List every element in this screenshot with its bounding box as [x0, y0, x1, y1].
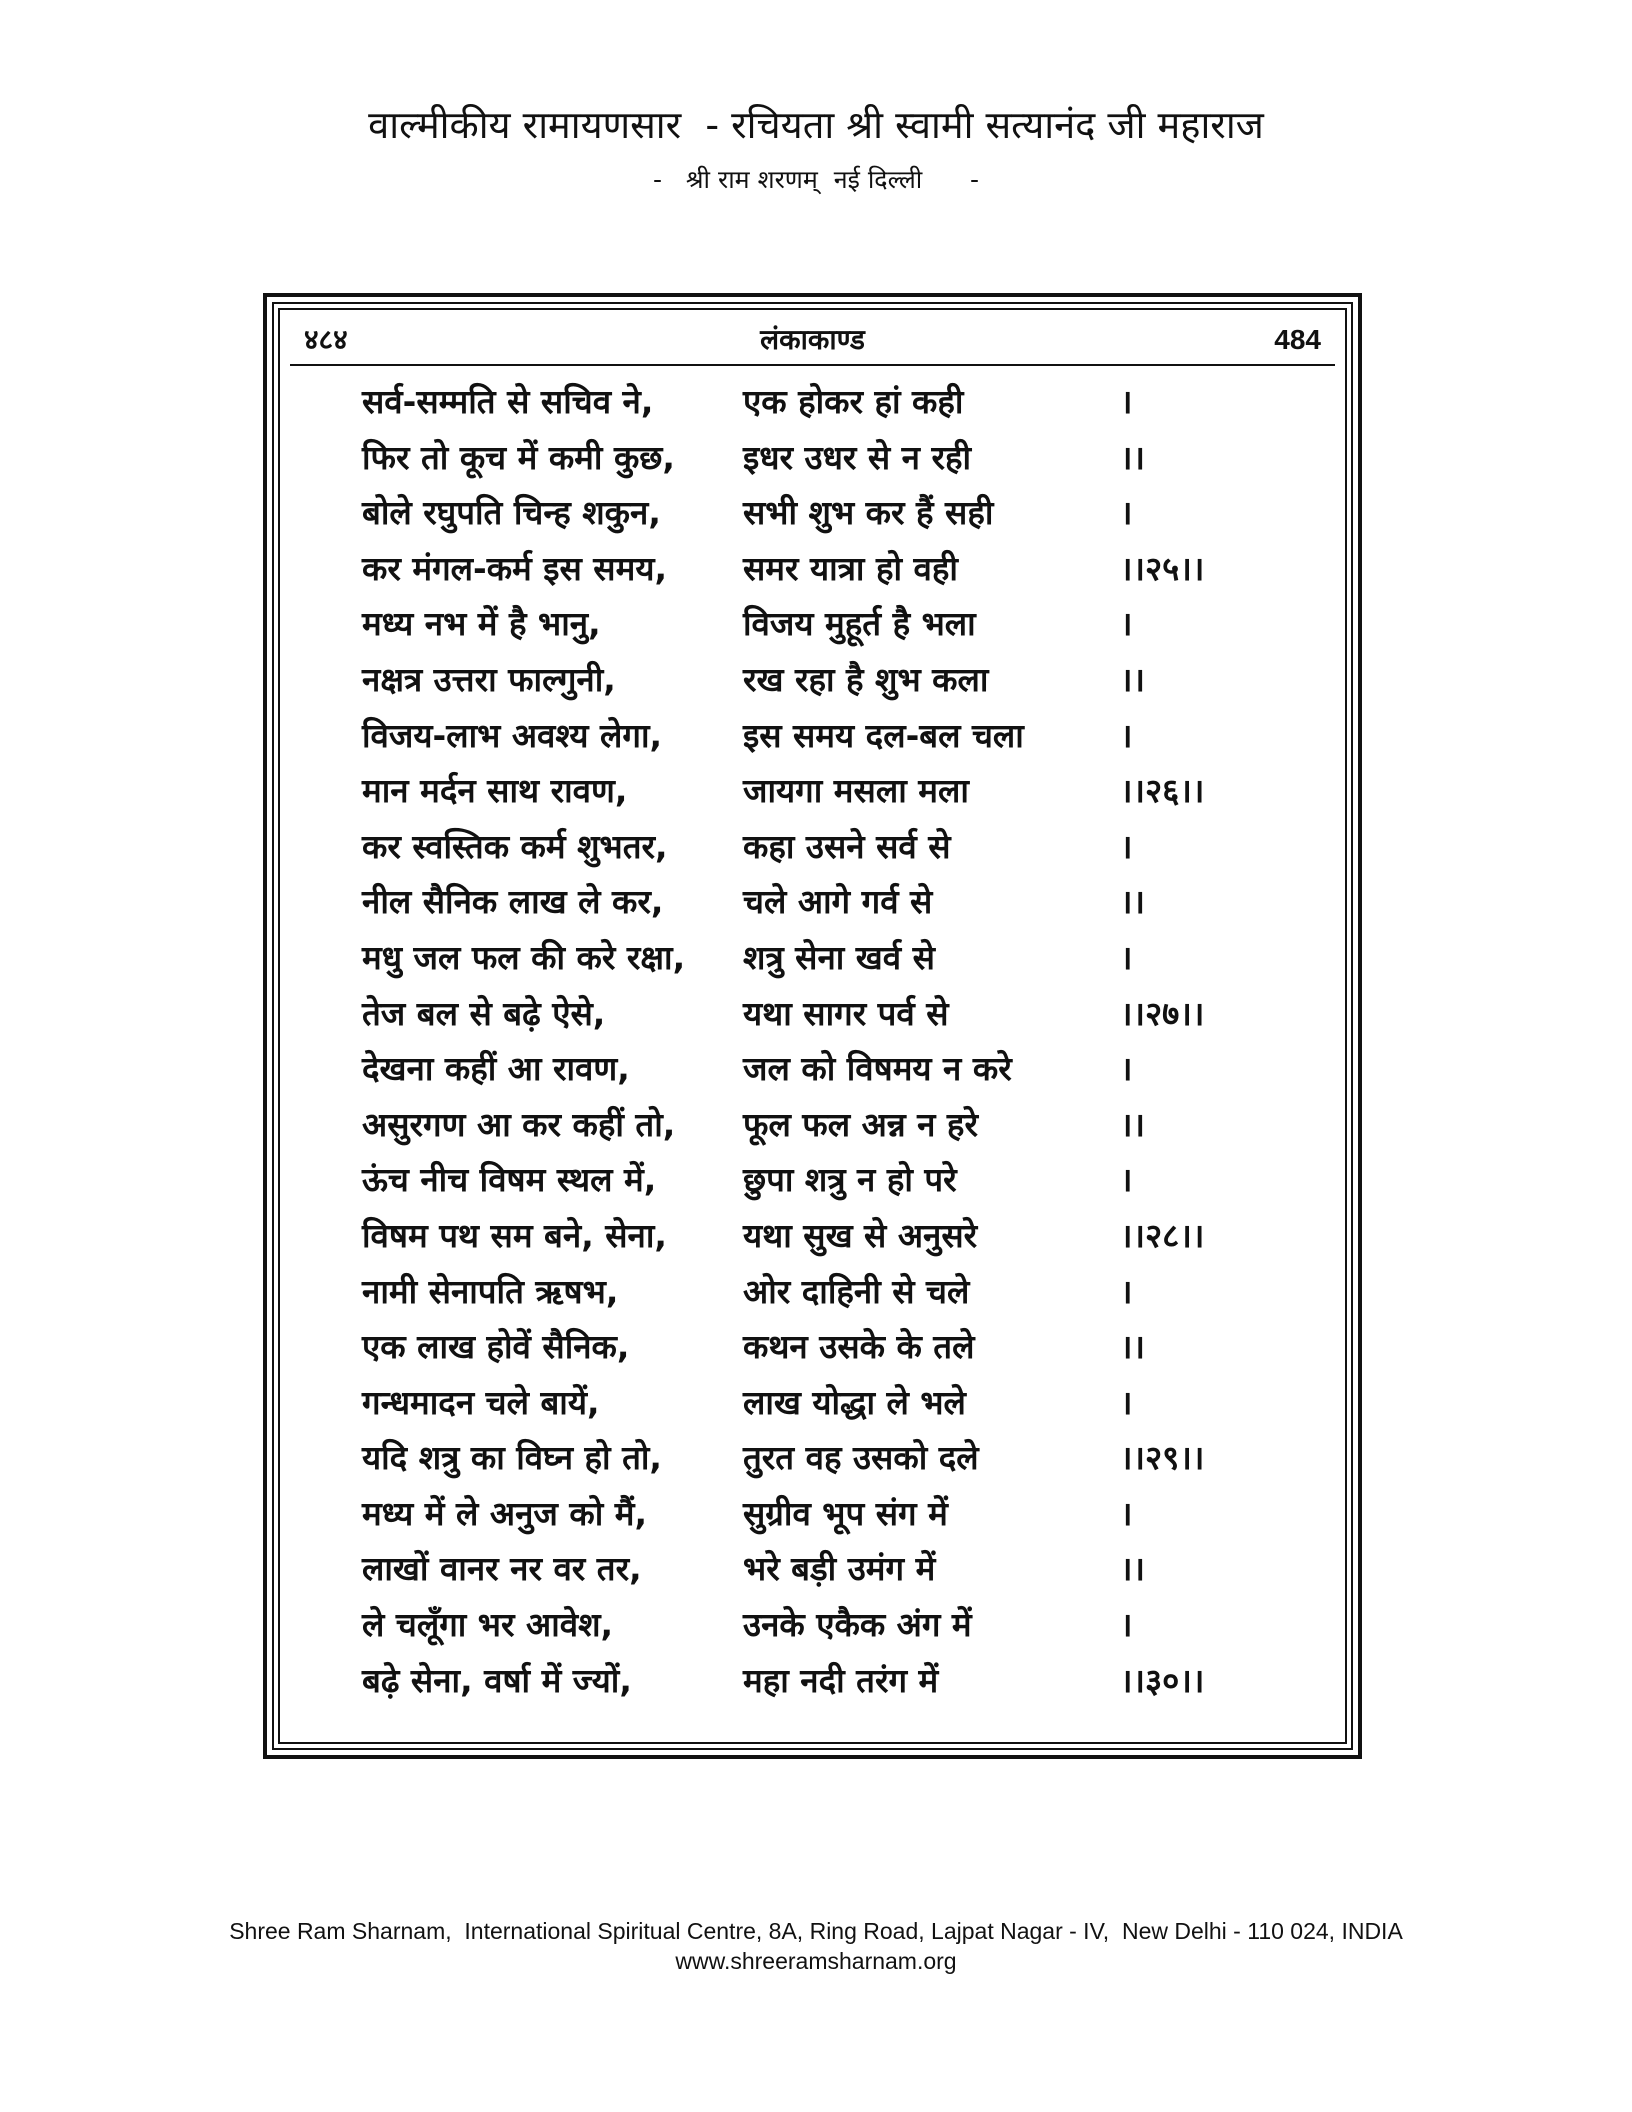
verse-marker: ।।२६।।	[1120, 771, 1205, 811]
verse-line	[362, 874, 1282, 930]
verse-line	[362, 1430, 1282, 1486]
verse-first-half: कर मंगल-कर्म इस समय,	[362, 548, 667, 588]
verse-first-half: नक्षत्र उत्तरा फाल्गुनी,	[362, 659, 616, 699]
verse-marker: ।	[1120, 1160, 1133, 1200]
chapter-title: लंकाकाण्ड	[760, 323, 865, 356]
verse-second-half: समर यात्रा हो वही	[743, 548, 958, 588]
verse-line	[362, 930, 1282, 986]
verse-second-half: तुरत वह उसको दले	[743, 1438, 979, 1478]
verse-marker: ।	[1120, 493, 1133, 533]
verse-marker: ।	[1120, 1271, 1133, 1311]
verse-first-half: गन्धमादन चले बायें,	[362, 1382, 600, 1422]
verse-marker: ।।२८।।	[1120, 1215, 1205, 1255]
verse-line	[362, 1264, 1282, 1320]
verse-line	[362, 1541, 1282, 1597]
verse-second-half: यथा सागर पर्व से	[743, 993, 949, 1033]
verse-first-half: बढ़े सेना, वर्षा में ज्यों,	[362, 1660, 632, 1700]
verse-marker: ।।	[1120, 1104, 1146, 1144]
verse-first-half: बोले रघुपति चिन्ह शकुन,	[362, 493, 661, 533]
verse-first-half: एक लाख होवें सैनिक,	[362, 1327, 630, 1367]
verse-first-half: देखना कहीं आ रावण,	[362, 1049, 630, 1089]
verse-first-half: सर्व-सम्मति से सचिव ने,	[362, 382, 654, 421]
verse-marker: ।।२९।।	[1120, 1438, 1205, 1478]
verse-first-half: असुरगण आ कर कहीं तो,	[362, 1104, 676, 1144]
verse-line	[362, 1208, 1282, 1264]
verse-line	[362, 374, 1282, 430]
verse-line	[362, 819, 1282, 875]
verse-marker: ।	[1120, 1493, 1133, 1533]
verse-second-half: चले आगे गर्व से	[743, 882, 933, 922]
verse-first-half: कर स्वस्तिक कर्म शुभतर,	[362, 826, 668, 866]
document-subtitle: - श्री राम शरणम् नई दिल्ली -	[653, 165, 979, 194]
verse-marker: ।।	[1120, 659, 1146, 699]
page-number: 484	[1274, 324, 1321, 355]
footer-address: Shree Ram Sharnam, International Spiritual Centre, 8A, Ring Road, Lajpat Nagar - IV, New Delhi - 110 024, INDIA	[229, 1918, 1403, 1944]
verse-first-half: मधु जल फल की करे रक्षा,	[362, 937, 686, 977]
verse-first-half: ले चलूँगा भर आवेश,	[362, 1605, 614, 1645]
verse-line	[362, 708, 1282, 764]
verse-line	[362, 1486, 1282, 1542]
verse-second-half: विजय मुहूर्त है भला	[743, 604, 976, 644]
verse-second-half: यथा सुख से अनुसरे	[743, 1215, 978, 1255]
verse-line	[362, 1152, 1282, 1208]
verse-marker: ।	[1120, 1382, 1133, 1422]
verse-line	[362, 1319, 1282, 1375]
verse-marker: ।	[1120, 715, 1133, 755]
verse-second-half: सुग्रीव भूप संग में	[743, 1493, 948, 1533]
verse-second-half: इधर उधर से न रही	[743, 437, 972, 477]
verse-second-half: सभी शुभ कर हैं सही	[743, 493, 994, 533]
verse-line	[362, 1653, 1282, 1709]
verse-first-half: तेज बल से बढ़े ऐसे,	[362, 993, 606, 1033]
verse-second-half: कथन उसके के तले	[743, 1327, 975, 1367]
verse-line	[362, 1041, 1282, 1097]
verse-line	[362, 485, 1282, 541]
verse-first-half: मध्य नभ में है भानु,	[362, 604, 601, 644]
verse-second-half: ओर दाहिनी से चले	[743, 1271, 970, 1311]
verse-marker: ।।२७।।	[1120, 993, 1205, 1033]
verse-line	[362, 986, 1282, 1042]
verse-marker: ।	[1120, 826, 1133, 866]
page-header-row	[300, 318, 1325, 362]
verse-first-half: विषम पथ सम बने, सेना,	[362, 1215, 667, 1255]
verse-second-half: जल को विषमय न करे	[743, 1049, 1012, 1089]
verse-marker: ।	[1120, 604, 1133, 644]
verse-first-half: मध्य में ले अनुज को मैं,	[362, 1493, 648, 1533]
verse-line	[362, 1597, 1282, 1653]
verse-marker: ।	[1120, 382, 1133, 421]
verse-second-half: लाख योद्धा ले भले	[743, 1382, 966, 1422]
verse-first-half: नील सैनिक लाख ले कर,	[362, 882, 664, 922]
verse-first-half: लाखों वानर नर वर तर,	[362, 1549, 642, 1589]
verse-second-half: रख रहा है शुभ कला	[743, 659, 989, 699]
verse-second-half: एक होकर हां कही	[743, 382, 964, 421]
verse-first-half: विजय-लाभ अवश्य लेगा,	[362, 715, 663, 755]
verse-second-half: जायगा मसला मला	[743, 771, 969, 811]
verse-first-half: फिर तो कूच में कमी कुछ,	[362, 437, 675, 477]
verse-second-half: भरे बड़ी उमंग में	[743, 1549, 936, 1589]
verse-marker: ।	[1120, 1049, 1133, 1089]
footer-website-link[interactable]: www.shreeramsharnam.org	[675, 1948, 957, 1974]
verse-marker: ।।३०।।	[1120, 1660, 1205, 1700]
verse-line	[362, 1097, 1282, 1153]
verse-line	[362, 541, 1282, 597]
verse-first-half: नामी सेनापति ऋषभ,	[362, 1271, 619, 1311]
verse-marker: ।	[1120, 1605, 1133, 1645]
verse-second-half: महा नदी तरंग में	[743, 1660, 939, 1700]
verse-second-half: कहा उसने सर्व से	[743, 826, 951, 866]
verse-marker: ।।	[1120, 882, 1146, 922]
verse-marker: ।।	[1120, 437, 1146, 477]
verse-line	[362, 763, 1282, 819]
document-title: वाल्मीकीय रामायणसार - रचियता श्री स्वामी सत्यानंद जी महाराज	[368, 103, 1264, 147]
verse-line	[362, 1375, 1282, 1431]
verse-line	[362, 430, 1282, 486]
verse-line	[362, 652, 1282, 708]
verse-second-half: शत्रु सेना खर्व से	[743, 937, 935, 977]
verse-first-half: ऊंच नीच विषम स्थल में,	[362, 1160, 657, 1200]
verse-marker: ।।	[1120, 1549, 1146, 1589]
verse-first-half: यदि शत्रु का विघ्न हो तो,	[362, 1438, 662, 1478]
header-divider	[290, 364, 1335, 366]
verse-list	[362, 374, 1282, 1708]
verse-line	[362, 596, 1282, 652]
verse-first-half: मान मर्दन साथ रावण,	[362, 771, 628, 811]
verse-second-half: फूल फल अन्न न हरे	[743, 1104, 978, 1144]
verse-second-half: इस समय दल-बल चला	[743, 715, 1024, 755]
verse-second-half: उनके एकैक अंग में	[743, 1605, 972, 1645]
verse-marker: ।।२५।।	[1120, 548, 1205, 588]
verse-marker: ।।	[1120, 1327, 1146, 1367]
verse-second-half: छुपा शत्रु न हो परे	[743, 1160, 957, 1200]
verse-marker: ।	[1120, 937, 1133, 977]
page-number-devanagari: ४८४	[304, 323, 348, 356]
